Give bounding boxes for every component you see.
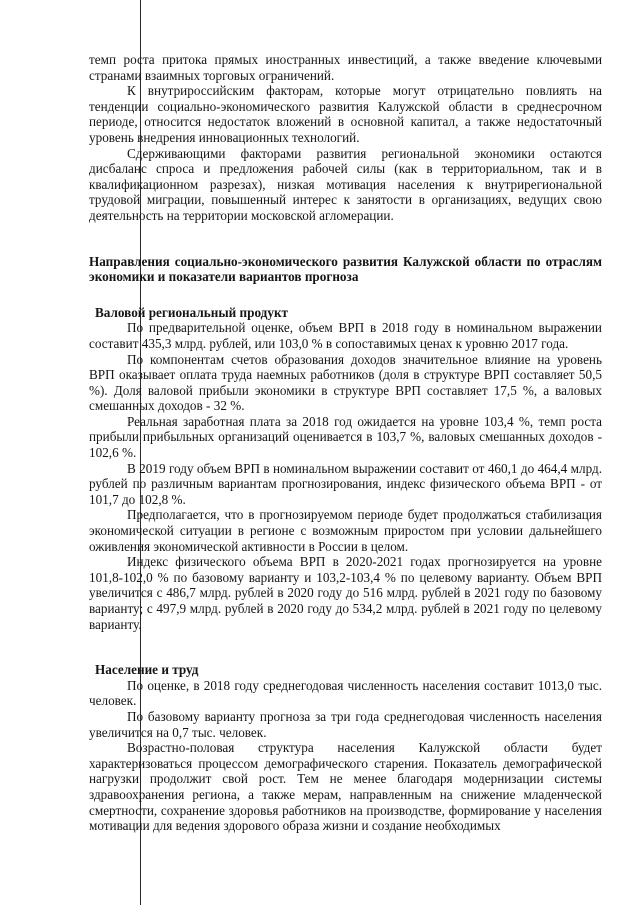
- paragraph: Предполагается, что в прогнозируемом периоде будет продолжаться стабилизация экономической ситуации в регионе с возможным приростом при условии дальнейшего оживления экономической активности в России в целом.: [89, 507, 602, 554]
- paragraph: По базовому варианту прогноза за три года среднегодовая численность населения увеличится на 0,7 тыс. человек.: [89, 708, 602, 740]
- paragraph: Сдерживающими факторами развития региональной экономики остаются дисбаланс спроса и предложения рабочей силы (как в территориальном, так и в квалификационном разрезах), низкая мотивация населения к внутрирегиональной трудовой миграции, повышенный интерес к занятости в организациях, ведущих свою деятельность на территории московской агломерации.: [89, 145, 602, 223]
- paragraph: К внутрироссийским факторам, которые могут отрицательно повлиять на тенденции социально-экономического развития Калужской области в среднесрочном периоде, относится недостаток вложений в основной капитал, а также недостаточный уровень внедрения инновационных технологий.: [89, 83, 602, 145]
- document-body: [89, 52, 602, 834]
- paragraph: По предварительной оценке, объем ВРП в 2018 году в номинальном выражении составит 435,3 млрд. рублей, или 103,0 % в сопоставимых ценах к уровню 2017 года.: [89, 320, 602, 351]
- paragraph: темп роста притока прямых иностранных инвестиций, а также введение ключевыми странами взаимных торговых ограничений.: [89, 52, 602, 83]
- subheading-grp: Валовой региональный продукт: [95, 304, 289, 320]
- section-title: Направления социально-экономического развития Калужской области по отраслям экономики и показатели вариантов прогноза: [89, 253, 602, 285]
- paragraph: Индекс физического объема ВРП в 2020-2021 годах прогнозируется на уровне 101,8-102,0 % по базовому варианту и 103,2-103,4 % по целевому варианту. Объем ВРП увеличится с 486,7 млрд. рублей в 2020 году до 516 млрд. рублей в 2021 году по базовому варианту; с 497,9 млрд. рублей в 2020 году до 534,2 млрд. рублей в 2021 году по целевому варианту.: [89, 554, 602, 632]
- paragraph: Возрастно-половая структура населения Калужской области будет характеризоваться процессом демографического старения. Показатель демографической нагрузки продолжит свой рост. Тем не менее благодаря модернизации системы здравоохранения региона, а также мерам, направленным на снижение младенческой смертности, сохранение здоровья работников на производстве, формирование у населения мотивации для ведения здорового образа жизни и создание необходимых: [89, 740, 602, 834]
- subheading-population: Население и труд: [95, 662, 199, 678]
- paragraph: По оценке, в 2018 году среднегодовая численность населения составит 1013,0 тыс. человек.: [89, 677, 602, 709]
- paragraph: По компонентам счетов образования доходов значительное влияние на уровень ВРП оказывает оплата труда наемных работников (доля в структуре ВРП составляет 50,5 %). Доля валовой прибыли экономики в структуре ВРП составляет 17,5 %, а валовых смешанных доходов - 32 %.: [89, 351, 602, 414]
- paragraph: Реальная заработная плата за 2018 год ожидается на уровне 103,4 %, темп роста прибыли прибыльных организаций оценивается в 103,7 %, валовых смешанных доходов - 102,6 %.: [89, 413, 602, 461]
- paragraph: В 2019 году объем ВРП в номинальном выражении составит от 460,1 до 464,4 млрд. рублей по различным вариантам прогнозирования, индекс физического объема ВРП - от 101,7 до 102,8 %.: [89, 460, 602, 507]
